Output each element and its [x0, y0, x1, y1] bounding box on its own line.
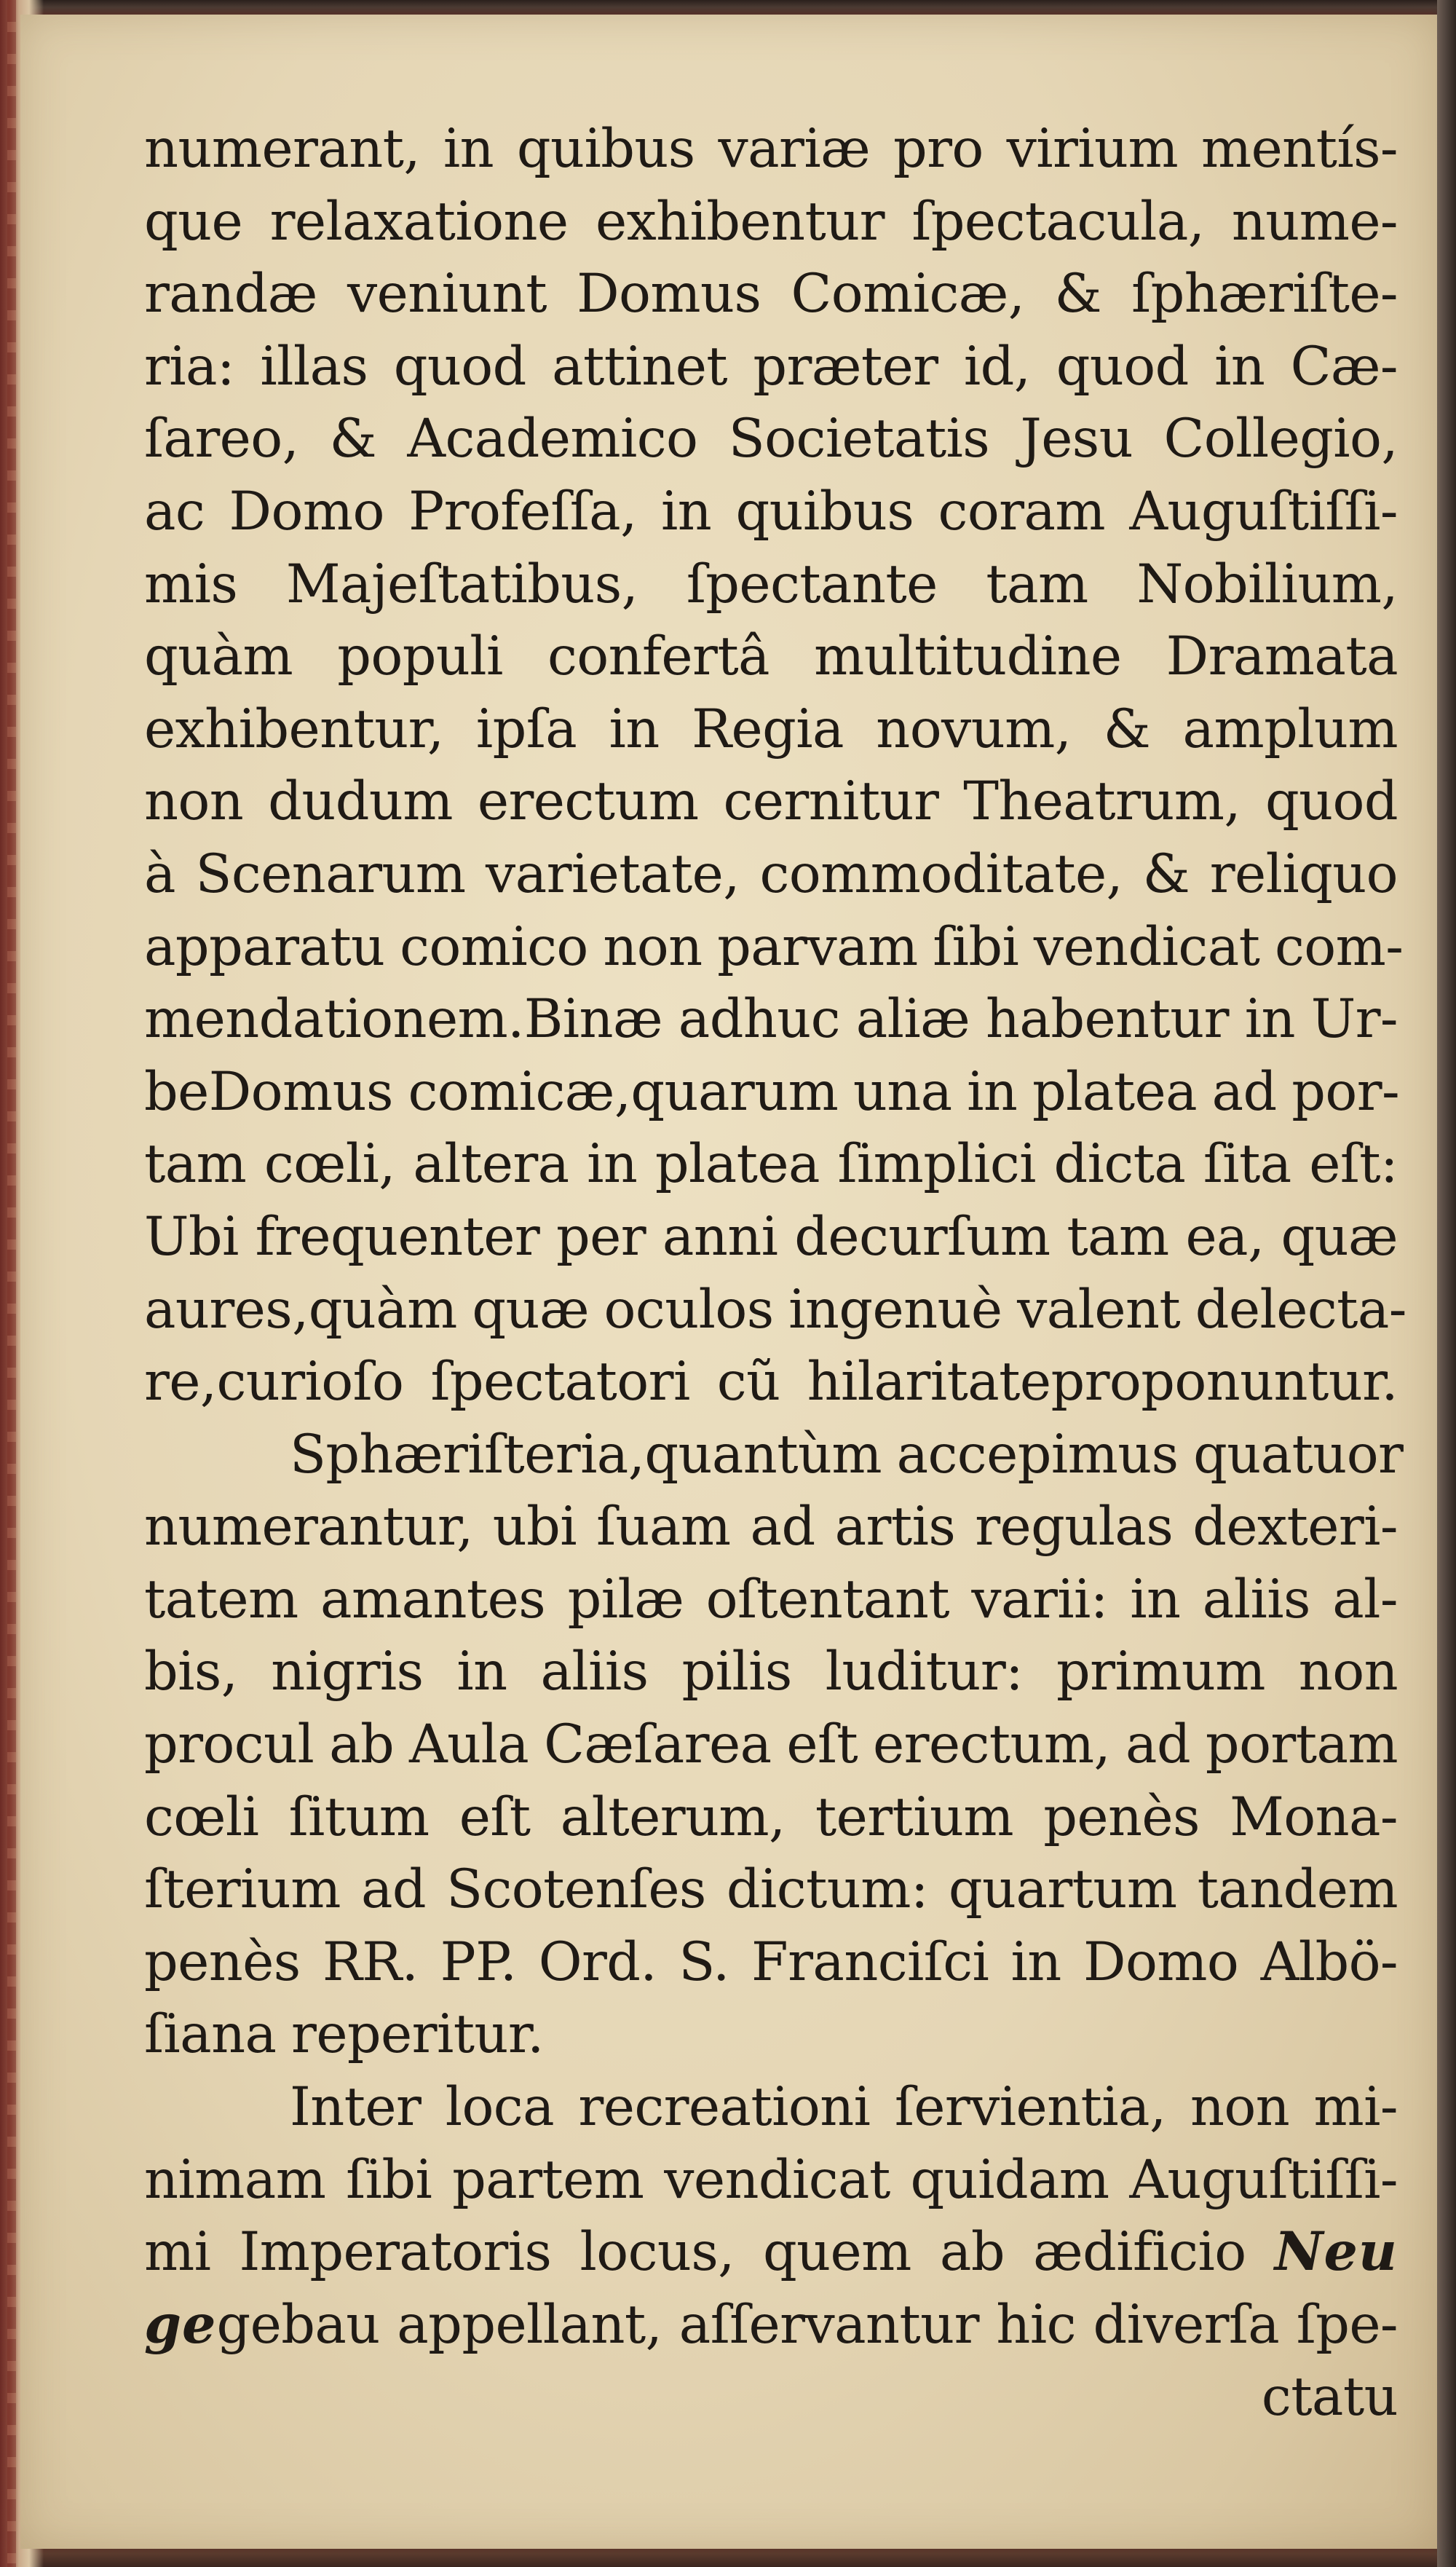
text-line: beDomus comicæ,quarum una in platea ad por- — [144, 1060, 1400, 1123]
body-text — [144, 113, 1406, 2434]
paragraph-end-line: ſiana reperitur. — [144, 2003, 544, 2066]
text-line: quàm populi confertâ multitudine Dramata — [144, 626, 1398, 688]
text-line: que relaxatione exhibentur ſpectacula, nume- — [144, 190, 1398, 253]
text-line: tam cœli, altera in platea ſimplici dicta ſita eſt: — [144, 1133, 1398, 1196]
text-line: bis, nigris in aliis pilis luditur: primum non — [144, 1641, 1398, 1703]
text-line: nimam ſibi partem vendicat quidam Auguſtiſſi- — [144, 2148, 1398, 2211]
text-line: à Scenarum varietate, commoditate, & reliquo — [144, 843, 1398, 905]
text-line: procul ab Aula Cæſarea eſt erectum, ad portam — [144, 1714, 1398, 1776]
text-line — [144, 2289, 1398, 2362]
text-line: ac Domo Profeſſa, in quibus coram Auguſtiſſi- — [144, 480, 1398, 543]
text-line: numerantur, ubi ſuam ad artis regulas dexteri- — [144, 1496, 1398, 1558]
text-line: non dudum erectum cernitur Theatrum, quod — [144, 770, 1398, 833]
text-segment: mi Imperatoris locus, quem ab ædificio — [144, 2221, 1246, 2284]
spine-edge — [7, 0, 16, 2567]
text-line: mendationem.Binæ adhuc aliæ habentur in Ur- — [144, 988, 1398, 1051]
paragraph-start-line: Inter loca recreationi ſervientia, non mi- — [290, 2076, 1398, 2139]
text-line: apparatu comico non parvam ſibi vendicat com- — [144, 915, 1404, 978]
text-line: penès RR. PP. Ord. S. Franciſci in Domo Albö- — [144, 1931, 1398, 1993]
text-line: re,curioſo ſpectatori cũ hilaritateproponuntur. — [144, 1351, 1398, 1413]
right-edge-shadow — [1437, 0, 1456, 2567]
catchword: ctatu — [1261, 2366, 1398, 2429]
blackletter-prefix: ge — [144, 2292, 217, 2356]
text-line: exhibentur, ipſa in Regia novum, & amplum — [144, 698, 1398, 760]
text-line: aures,quàm quæ oculos ingenuè valent delecta- — [144, 1278, 1406, 1341]
text-line: randæ veniunt Domus Comicæ, & ſphæriſte- — [144, 263, 1398, 326]
paragraph-start-line: Sphæriſteria,quantùm accepimus quatuor — [290, 1423, 1404, 1486]
text-line: tatem amantes pilæ oſtentant varii: in aliis al- — [144, 1568, 1398, 1631]
text-line: numerant, in quibus variæ pro virium mentís- — [144, 118, 1398, 180]
text-line: ria: illas quod attinet præter id, quod in Cæ- — [144, 335, 1398, 398]
blackletter-word: Neu — [1274, 2220, 1398, 2284]
text-line: mis Majeſtatibus, ſpectante tam Nobilium, — [144, 553, 1398, 615]
text-segment: gebau appellant, aſſervantur hic diverſa ſpe- — [216, 2293, 1398, 2356]
text-line: ſterium ad Scotenſes dictum: quartum tandem — [144, 1858, 1398, 1921]
text-line: ſareo, & Academico Societatis Jesu Collegio, — [144, 408, 1398, 470]
text-line: Ubi frequenter per anni decurſum tam ea, quæ — [144, 1205, 1398, 1268]
text-line-with-blackletter — [144, 2216, 1398, 2289]
text-line: cœli ſitum eſt alterum, tertium penès Mona- — [144, 1786, 1398, 1848]
